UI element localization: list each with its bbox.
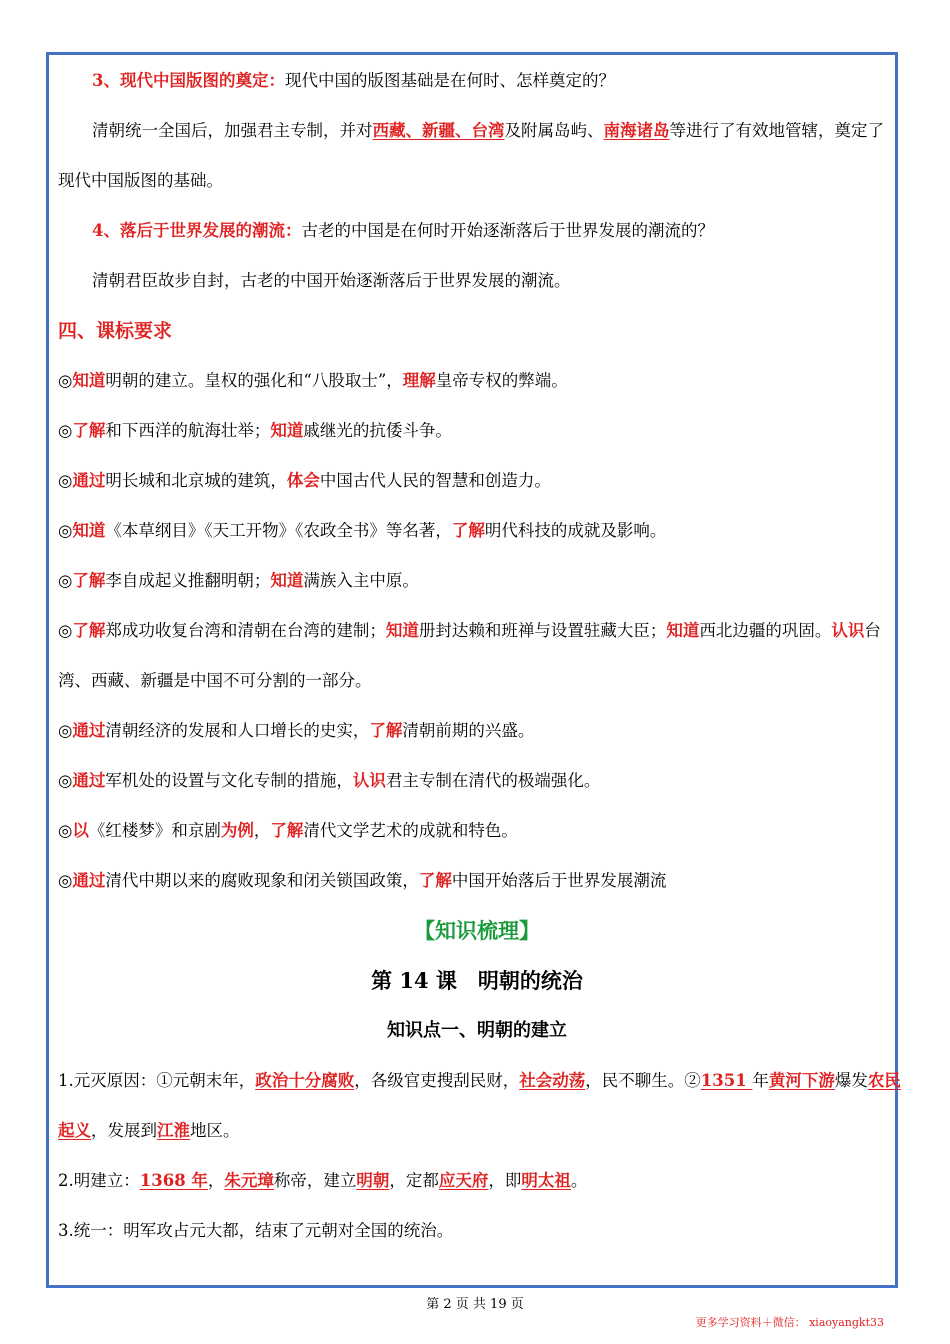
question-3 [58, 56, 896, 106]
requirement-2 [58, 406, 896, 456]
text: 西北边疆的巩固。 [699, 621, 832, 640]
text: 地区。 [190, 1121, 240, 1140]
highlight: 1351 [700, 1071, 753, 1090]
answer-4-text: 清朝君臣故步自封，古老的中国开始逐渐落后于世界发展的潮流。 [92, 271, 571, 290]
requirement-4 [58, 506, 896, 556]
text: 册封达赖和班禅与设置驻藏大臣； [418, 621, 667, 640]
text: 清代文学艺术的成就和特色。 [303, 821, 518, 840]
keyword: 了解 [418, 871, 452, 890]
text: 台 [864, 621, 881, 640]
text: 称帝，建立 [273, 1171, 357, 1190]
text: 年 [752, 1071, 769, 1090]
keyword: 了解 [270, 821, 304, 840]
bullet-icon: ◎ [58, 371, 73, 390]
text: 清朝经济的发展和人口增长的史实， [105, 721, 370, 740]
highlight: 1368 年 [139, 1171, 208, 1190]
text: ，各级官吏搜刮民财， [354, 1071, 520, 1090]
keyword: 认识 [352, 771, 386, 790]
keyword: 通过 [72, 721, 106, 740]
text: 明代科技的成就及影响。 [484, 521, 667, 540]
requirement-6 [58, 606, 896, 656]
keyword: 了解 [72, 421, 106, 440]
keyword: 理解 [402, 371, 436, 390]
text: ， [253, 821, 271, 840]
bullet-icon: ◎ [58, 871, 73, 890]
bullet-icon: ◎ [58, 721, 73, 740]
item-1-line-1 [58, 1056, 901, 1106]
text: 爆发 [834, 1071, 868, 1090]
document-body [58, 56, 901, 1256]
text: 中国古代人民的智慧和创造力。 [319, 471, 551, 490]
text: 李自成起义推翻明朝； [105, 571, 271, 590]
highlight: 应天府 [438, 1171, 489, 1190]
text: 郑成功收复台湾和清朝在台湾的建制； [105, 621, 386, 640]
requirement-1 [58, 356, 896, 406]
question-3-label: 3、现代中国版图的奠定： [92, 71, 285, 90]
keyword: 知道 [270, 571, 304, 590]
highlight: 黄河下游 [768, 1071, 835, 1090]
keyword: 以 [72, 821, 89, 840]
question-4-text: 古老的中国是在何时开始逐渐落后于世界发展的潮流的？ [301, 221, 714, 240]
keyword: 体会 [286, 471, 320, 490]
page-number: 第 2 页 共 19 页 [426, 1297, 524, 1312]
highlight-nanhai-zhudao: 南海诸岛 [603, 121, 670, 140]
keyword: 知道 [666, 621, 700, 640]
text: ，民不聊生。② [585, 1071, 701, 1090]
highlight: 政治十分腐败 [255, 1071, 355, 1090]
keyword: 知道 [72, 521, 106, 540]
text: 清朝前期的兴盛。 [402, 721, 535, 740]
text: ， [207, 1171, 225, 1190]
highlight: 农民 [867, 1071, 901, 1090]
answer-3-text: 等进行了有效地管辖，奠定了 [669, 121, 884, 140]
text: 戚继光的抗倭斗争。 [303, 421, 452, 440]
knowledge-header: 【知识梳理】 [414, 918, 540, 943]
keyword: 知道 [385, 621, 419, 640]
answer-3-text: 现代中国版图的基础。 [58, 171, 223, 190]
lesson-title: 第 14 课 明朝的统治 [371, 968, 583, 993]
text: 和下西洋的航海壮举； [105, 421, 271, 440]
highlight: 江淮 [157, 1121, 190, 1140]
bullet-icon: ◎ [58, 771, 73, 790]
requirement-3 [58, 456, 896, 506]
text: 清代中期以来的腐败现象和闭关锁国政策， [105, 871, 419, 890]
requirement-8 [58, 756, 896, 806]
answer-3-line-1 [58, 106, 896, 156]
item-1-line-2 [58, 1106, 896, 1156]
bullet-icon: ◎ [58, 471, 73, 490]
bullet-icon: ◎ [58, 821, 73, 840]
answer-4 [58, 256, 896, 306]
section-title-curriculum: 四、课标要求 [58, 320, 173, 342]
highlight: 明朝 [356, 1171, 390, 1190]
keyword: 了解 [72, 621, 106, 640]
bullet-icon: ◎ [58, 571, 73, 590]
keyword: 通过 [72, 871, 106, 890]
knowledge-point-title: 知识点一、明朝的建立 [387, 1020, 567, 1041]
text: 中国开始落后于世界发展潮流 [451, 871, 667, 890]
text: 湾、西藏、新疆是中国不可分割的一部分。 [58, 671, 372, 690]
text: 《红楼梦》和京剧 [88, 821, 221, 840]
highlight: 社会动荡 [519, 1071, 586, 1090]
question-4 [58, 206, 896, 256]
answer-3-text: 及附属岛屿、 [504, 121, 604, 140]
text: 明长城和北京城的建筑， [105, 471, 287, 490]
bullet-icon: ◎ [58, 521, 73, 540]
requirement-6-continued [58, 656, 896, 706]
keyword: 了解 [72, 571, 106, 590]
text: 2.明建立： [58, 1171, 140, 1190]
text: 君主专制在清代的极端强化。 [385, 771, 601, 790]
item-3: 3.统一：明军攻占元大都，结束了元朝对全国的统治。 [58, 1221, 454, 1240]
text: 。 [570, 1171, 588, 1190]
requirement-7 [58, 706, 896, 756]
keyword: 了解 [369, 721, 403, 740]
text: ，即 [488, 1171, 522, 1190]
requirement-9 [58, 806, 896, 856]
text: ，发展到 [91, 1121, 157, 1140]
text: 《本草纲目》《天工开物》《农政全书》等名著， [105, 521, 452, 540]
answer-3-text: 清朝统一全国后，加强君主专制，并对 [92, 121, 373, 140]
question-3-text: 现代中国的版图基础是在何时、怎样奠定的？ [284, 71, 615, 90]
bullet-icon: ◎ [58, 421, 73, 440]
highlight: 朱元璋 [224, 1171, 274, 1190]
highlight: 起义 [58, 1121, 91, 1140]
requirement-10 [58, 856, 896, 906]
item-2 [58, 1156, 896, 1206]
highlight: 明太祖 [521, 1171, 571, 1190]
keyword: 通过 [72, 471, 106, 490]
keyword: 知道 [72, 371, 106, 390]
question-4-label: 4、落后于世界发展的潮流： [92, 221, 302, 240]
text: 明朝的建立。皇权的强化和“八股取士”， [105, 371, 403, 390]
text: 满族入主中原。 [303, 571, 419, 590]
keyword: 认识 [831, 621, 865, 640]
keyword: 知道 [270, 421, 304, 440]
text: ，定都 [389, 1171, 439, 1190]
bullet-icon: ◎ [58, 621, 73, 640]
text: 1.元灭原因：①元朝末年， [58, 1071, 256, 1090]
text: 皇帝专权的弊端。 [435, 371, 568, 390]
requirement-5 [58, 556, 896, 606]
highlight-xizang-xinjiang-taiwan: 西藏、新疆、台湾 [372, 121, 505, 140]
keyword: 为例 [220, 821, 254, 840]
footer-note: 更多学习资料＋微信： xiaoyangkt33 [695, 1316, 884, 1329]
keyword: 通过 [72, 771, 106, 790]
text: 军机处的设置与文化专制的措施， [105, 771, 353, 790]
answer-3-line-2 [58, 156, 896, 206]
keyword: 了解 [451, 521, 485, 540]
